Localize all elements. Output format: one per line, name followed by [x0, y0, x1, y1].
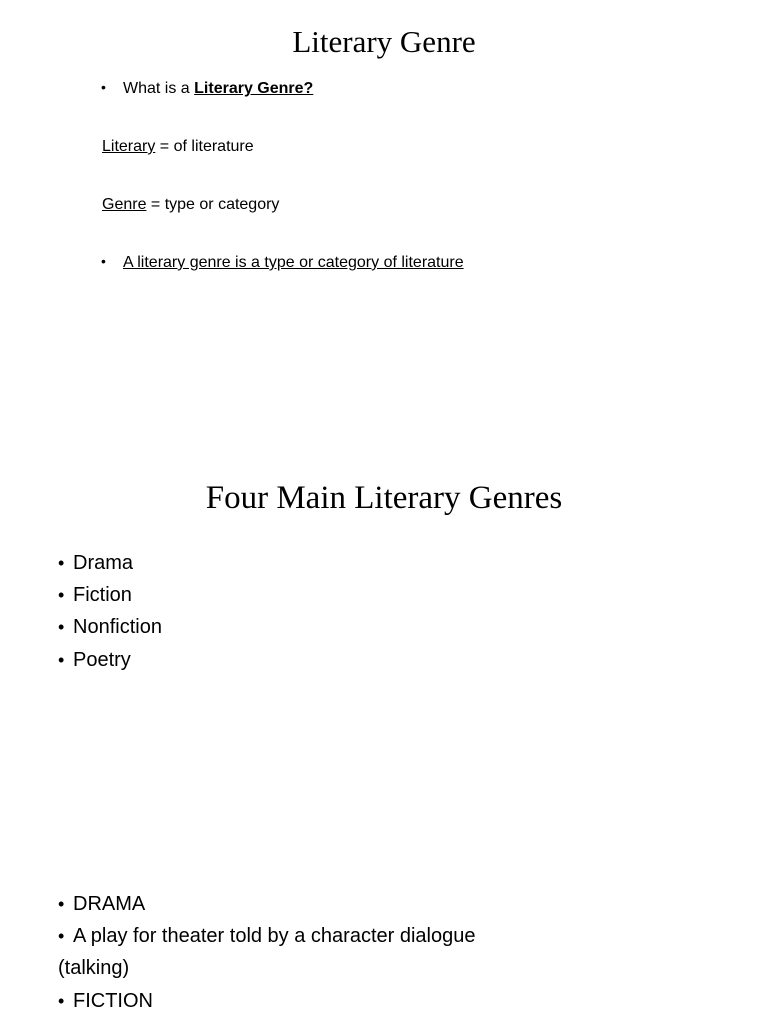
bullet-icon: • — [58, 650, 65, 670]
definition-text: = of literature — [155, 138, 254, 155]
list-item — [58, 551, 133, 575]
bullet-icon: • — [101, 253, 106, 269]
definition-literary — [102, 137, 254, 157]
definition-text: = type or category — [146, 196, 280, 213]
bullet-icon: • — [58, 553, 65, 573]
list-item-label: Nonfiction — [73, 616, 162, 638]
list-item-label: A play for theater told by a character dialogue — [73, 925, 476, 947]
question-prefix: What is a — [123, 80, 195, 97]
list-item-label: Fiction — [73, 584, 132, 606]
list-item — [58, 892, 145, 916]
definition-term: Genre — [102, 196, 147, 213]
question-line — [123, 79, 313, 99]
list-item-label: Drama — [73, 552, 134, 574]
bullet-icon: • — [58, 991, 65, 1011]
continuation-text: (talking) — [58, 957, 130, 979]
definition-genre — [102, 195, 279, 215]
bullet-icon: • — [58, 585, 65, 605]
bullet-icon: • — [58, 926, 65, 946]
bullet-icon: • — [58, 894, 65, 914]
list-item — [58, 583, 132, 607]
list-item-label: DRAMA — [73, 893, 146, 915]
definition-term: Literary — [102, 138, 156, 155]
list-item — [58, 989, 153, 1013]
bullet-icon: • — [58, 617, 65, 637]
summary-line: A literary genre is a type or category of literature — [123, 254, 464, 271]
slide-title: Literary Genre — [292, 24, 476, 59]
slide-title: Four Main Literary Genres — [205, 480, 563, 516]
list-item-label: Poetry — [73, 649, 131, 671]
list-item-label: FICTION — [73, 990, 153, 1012]
list-item — [58, 615, 162, 639]
list-item — [58, 648, 131, 672]
question-term: Literary Genre? — [194, 80, 314, 97]
bullet-icon: • — [101, 79, 106, 95]
list-item — [58, 924, 475, 948]
